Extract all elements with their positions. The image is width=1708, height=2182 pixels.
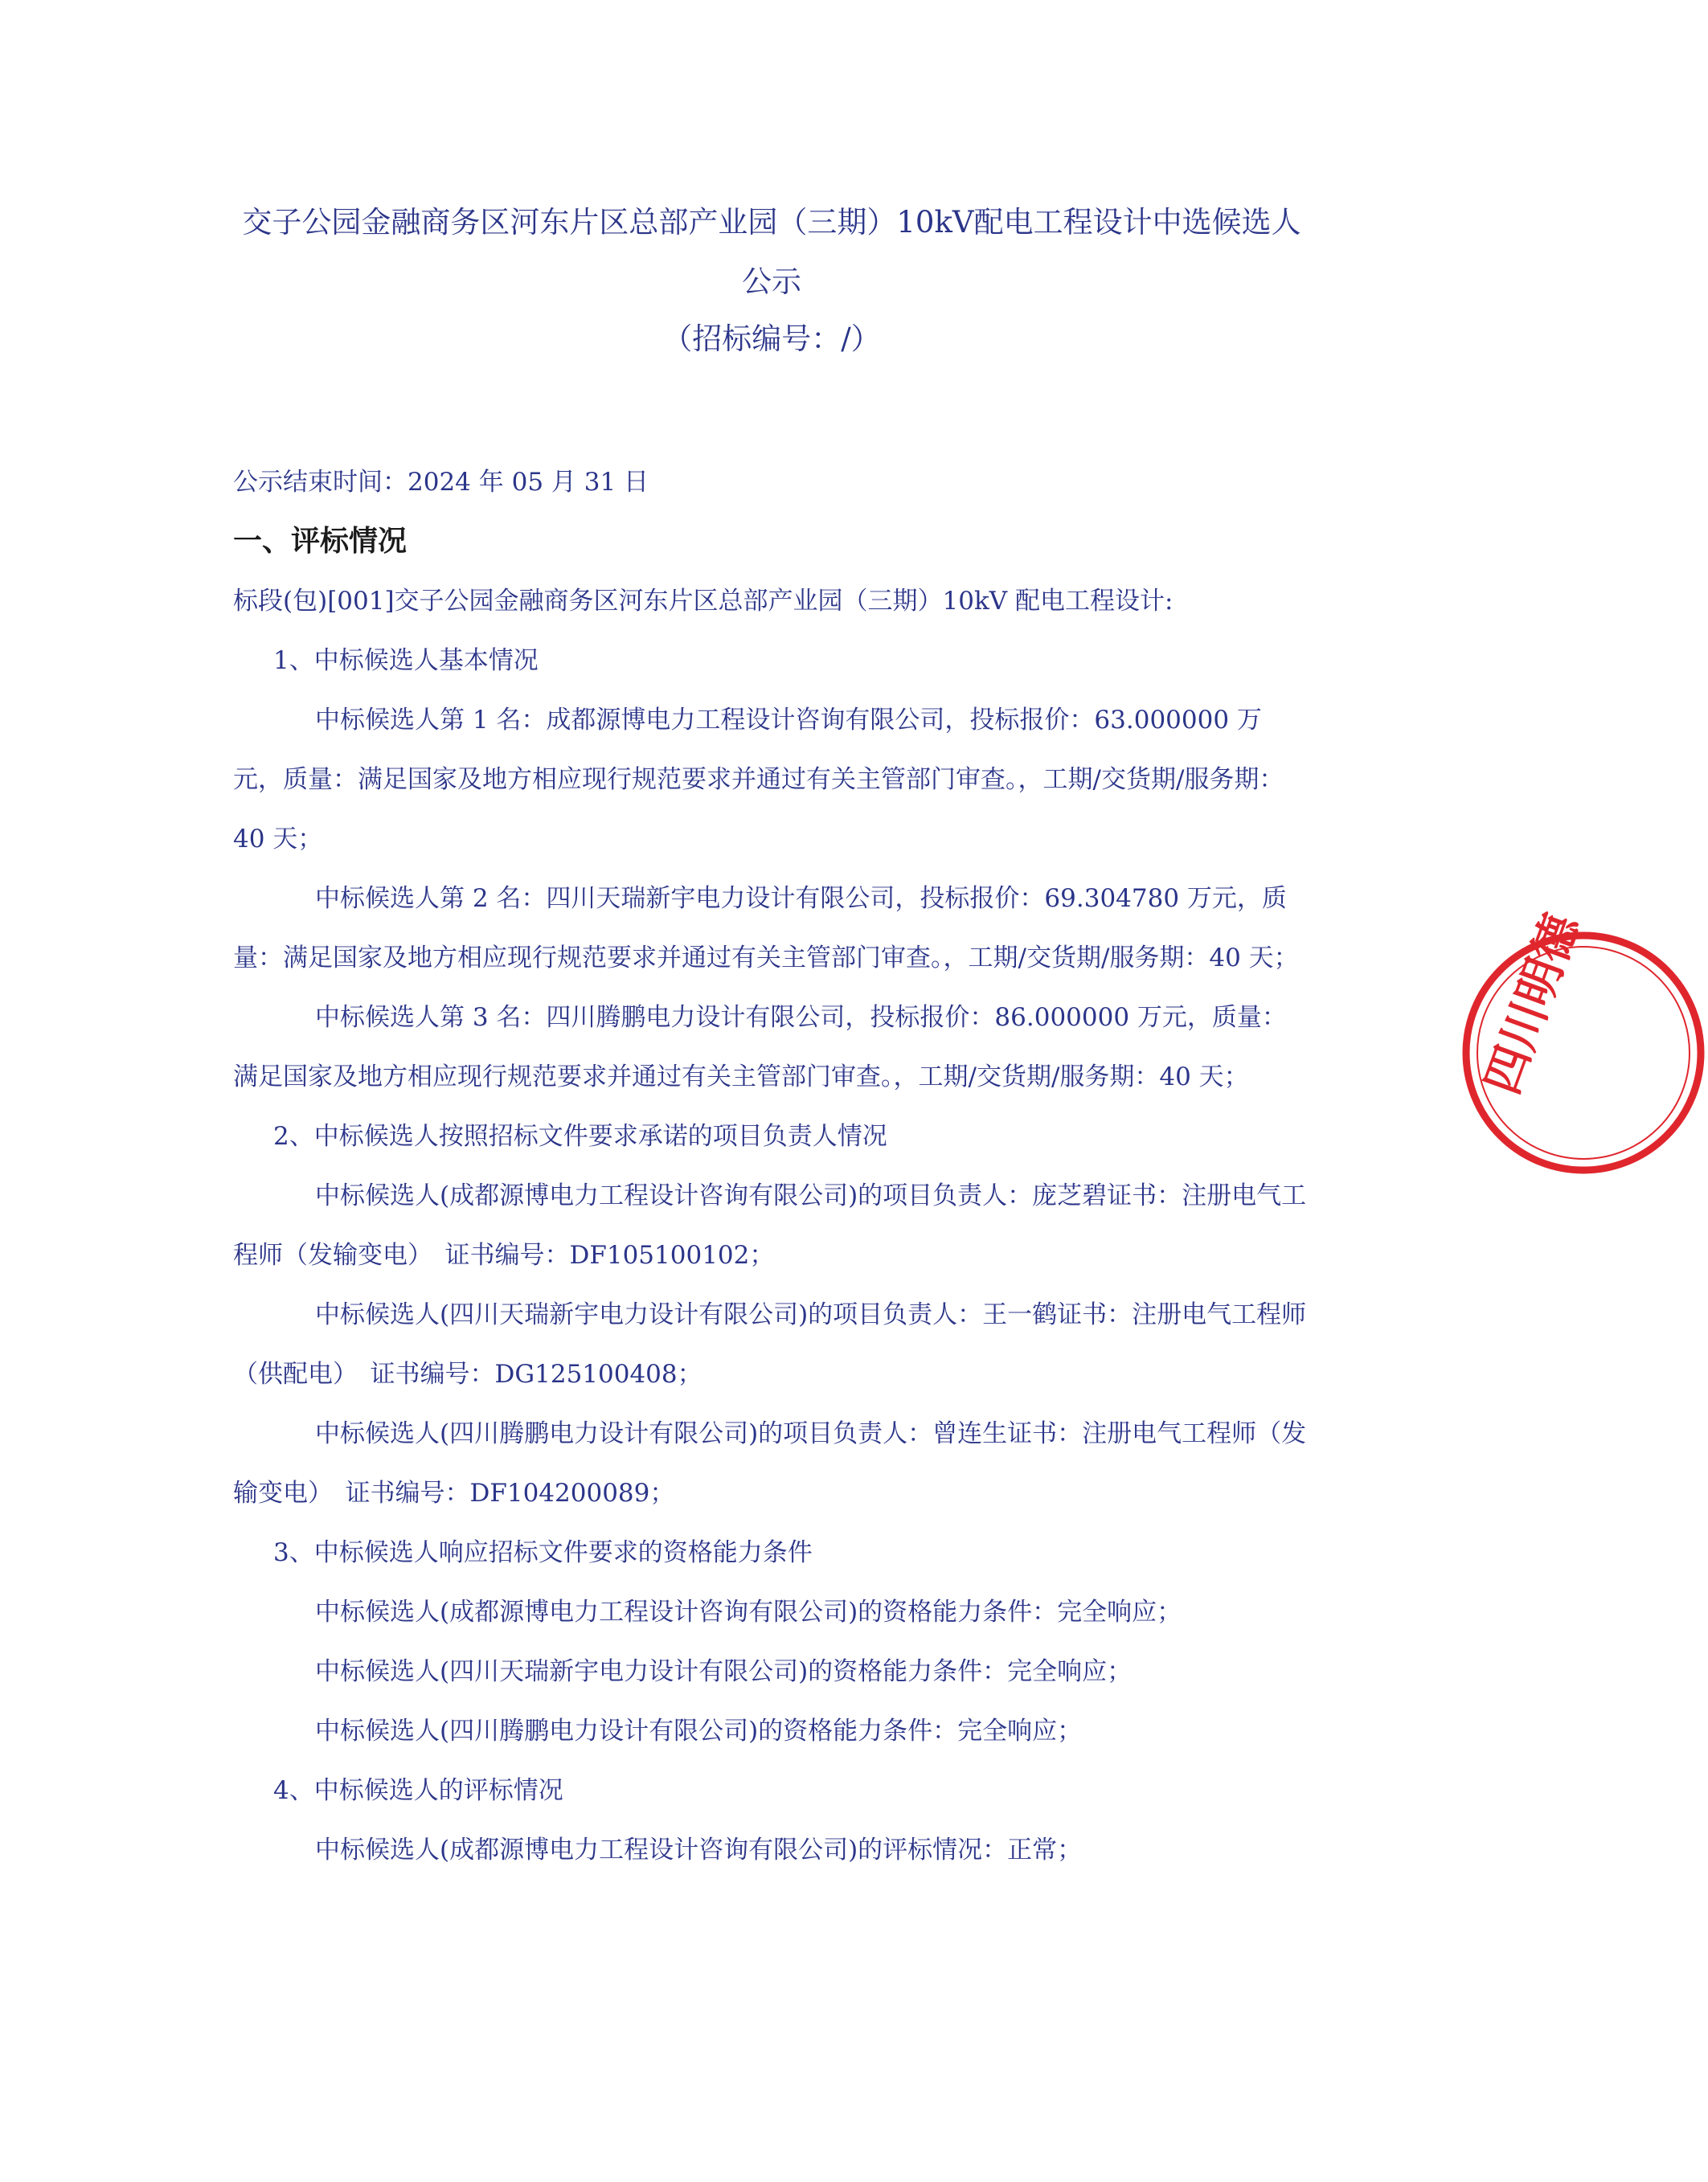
subsection-heading-project-leader: 2、中标候选人按照招标文件要求承诺的项目负责人情况	[273, 1122, 887, 1151]
candidate-project-leader: 中标候选人(四川天瑞新宇电力设计有限公司)的项目负责人：王一鹤证书：注册电气工程师（供配电） 证书编号：DG125100408；	[233, 1300, 1307, 1389]
subsection-heading-qualification: 3、中标候选人响应招标文件要求的资格能力条件	[273, 1538, 813, 1567]
seal-text: 四川明德	[1474, 907, 1590, 1101]
section-heading-evaluation: 一、评标情况	[233, 525, 408, 558]
subsection-heading-basic-info: 1、中标候选人基本情况	[273, 646, 539, 675]
candidate-qualification: 中标候选人(四川腾鹏电力设计有限公司)的资格能力条件：完全响应；	[315, 1717, 1083, 1746]
candidate-basic-info: 中标候选人第 3 名：四川腾鹏电力设计有限公司，投标报价：86.000000 万元，质量：满足国家及地方相应现行规范要求并通过有关主管部门审查。，工期/交货期/服务期：40 天；	[233, 1003, 1287, 1091]
subsection-heading-evaluation-status: 4、中标候选人的评标情况	[273, 1776, 563, 1805]
candidate-qualification: 中标候选人(四川天瑞新宇电力设计有限公司)的资格能力条件：完全响应；	[315, 1657, 1133, 1686]
candidate-qualification: 中标候选人(成都源博电力工程设计咨询有限公司)的资格能力条件：完全响应；	[315, 1598, 1182, 1627]
candidate-evaluation-status: 中标候选人(成都源博电力工程设计咨询有限公司)的评标情况：正常；	[315, 1836, 1083, 1865]
candidate-basic-info: 中标候选人第 2 名：四川天瑞新宇电力设计有限公司，投标报价：69.304780 万元，质量：满足国家及地方相应现行规范要求并通过有关主管部门审查。，工期/交货期/服务期：40 天；	[233, 884, 1299, 972]
document-title: 交子公园金融商务区河东片区总部产业园（三期）10kV配电工程设计中选候选人公示	[242, 205, 1301, 299]
candidate-project-leader: 中标候选人(成都源博电力工程设计咨询有限公司)的项目负责人：庞芝碧证书：注册电气工程师（发输变电） 证书编号：DF105100102；	[233, 1181, 1307, 1270]
lot-line: 标段(包)[001]交子公园金融商务区河东片区总部产业园（三期）10kV 配电工程设计:	[233, 587, 1173, 616]
document-body	[233, 452, 1310, 1880]
tender-number: （招标编号：/）	[662, 321, 881, 356]
announcement-end-date: 公示结束时间：2024 年 05 月 31 日	[233, 468, 649, 497]
candidate-project-leader: 中标候选人(四川腾鹏电力设计有限公司)的项目负责人：曾连生证书：注册电气工程师（发输变电） 证书编号：DF104200089；	[233, 1419, 1307, 1508]
candidate-basic-info: 中标候选人第 1 名：成都源博电力工程设计咨询有限公司，投标报价：63.000000 万元，质量：满足国家及地方相应现行规范要求并通过有关主管部门审查。，工期/交货期/服务期：40 天；	[233, 706, 1284, 854]
company-seal	[1459, 907, 1708, 1177]
